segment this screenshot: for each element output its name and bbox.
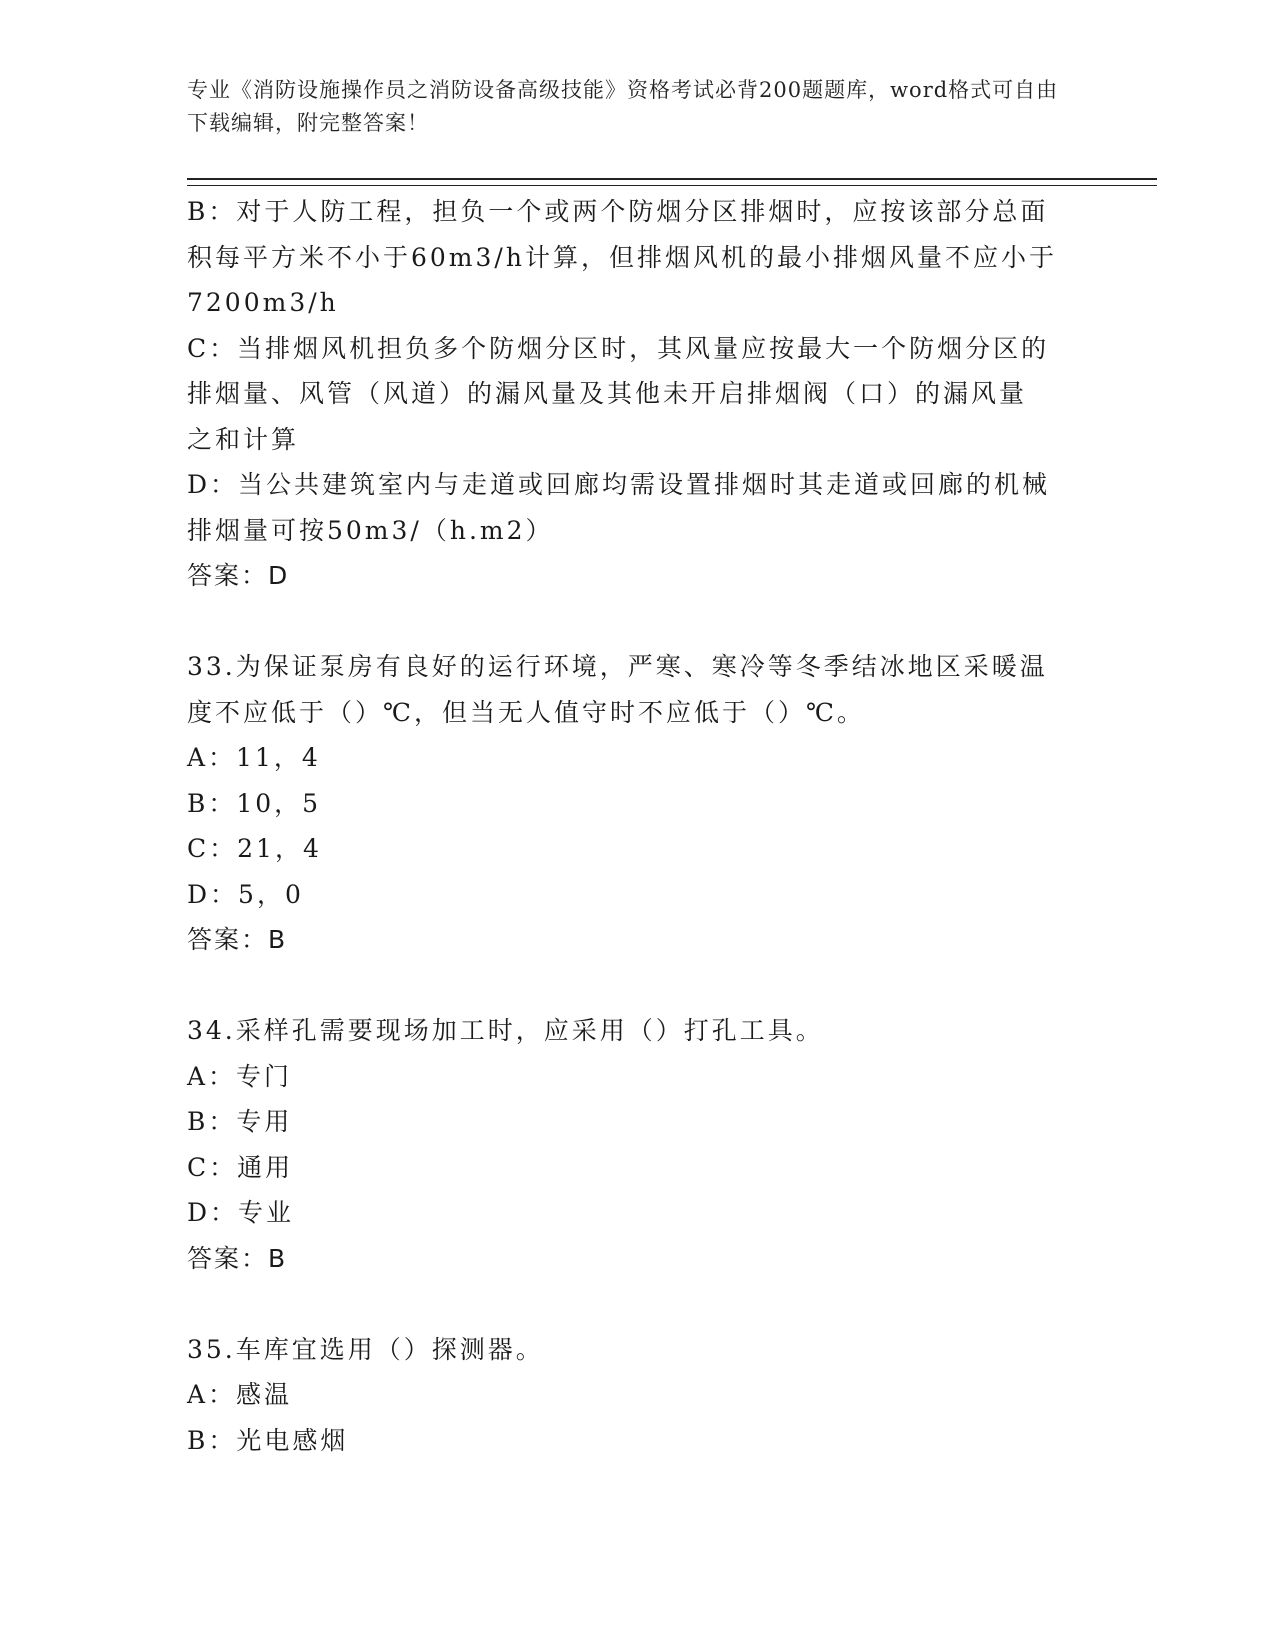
question-34 — [187, 1008, 1087, 1281]
option-b: B：专用 — [187, 1107, 293, 1136]
prev-question-option-c — [187, 326, 1087, 463]
spacer — [187, 1281, 1087, 1327]
option-text-line: 积每平方米不小于60m3/h计算，但排烟风机的最小排烟风量不应小于 — [187, 242, 1057, 272]
document-header: 专业《消防设施操作员之消防设备高级技能》资格考试必背200题题库，word格式可自由下载编辑，附完整答案！ — [187, 78, 1059, 135]
option-a: A：专门 — [187, 1061, 293, 1091]
option-b: B：10，5 — [187, 788, 322, 818]
option-c: C：21，4 — [187, 834, 322, 863]
question-33 — [187, 644, 1087, 963]
option-d: D：5，0 — [187, 879, 304, 909]
question-35 — [187, 1327, 1087, 1464]
option-text-line: B：对于人防工程，担负一个或两个防烟分区排烟时，应按该部分总面 — [187, 197, 1049, 226]
option-text-line: D：当公共建筑室内与走道或回廊均需设置排烟时其走道或回廊的机械 — [187, 470, 1051, 499]
header-rule — [187, 178, 1157, 186]
option-d: D：专业 — [187, 1198, 295, 1227]
option-text-line: 排烟量、风管（风道）的漏风量及其他未开启排烟阀（口）的漏风量 — [187, 379, 1028, 408]
question-stem: 33.为保证泵房有良好的运行环境，严寒、寒冷等冬季结冰地区采暖温 — [187, 652, 1048, 681]
answer-line: 答案：D — [187, 561, 290, 590]
question-stem: 34.采样孔需要现场加工时，应采用（）打孔工具。 — [187, 1016, 824, 1045]
document-body — [187, 189, 1087, 1463]
prev-question-option-d — [187, 462, 1087, 553]
spacer — [187, 599, 1087, 645]
question-stem: 度不应低于（）℃，但当无人值守时不应低于（）℃。 — [187, 697, 865, 727]
question-stem: 35.车库宜选用（）探测器。 — [187, 1334, 544, 1364]
option-text-line: 7200m3/h — [187, 288, 339, 317]
option-text-line: 之和计算 — [187, 424, 300, 454]
answer-line: 答案：B — [187, 1243, 288, 1273]
spacer — [187, 963, 1087, 1009]
option-text-line: C：当排烟风机担负多个防烟分区时，其风量应按最大一个防烟分区的 — [187, 333, 1050, 363]
option-a: A：感温 — [187, 1380, 293, 1409]
answer-line: 答案：B — [187, 925, 288, 954]
option-a: A：11，4 — [187, 743, 321, 772]
option-text-line: 排烟量可按50m3/（h.m2） — [187, 515, 554, 545]
prev-question-option-b — [187, 189, 1087, 326]
option-c: C：通用 — [187, 1152, 294, 1182]
option-b: B：光电感烟 — [187, 1425, 349, 1455]
